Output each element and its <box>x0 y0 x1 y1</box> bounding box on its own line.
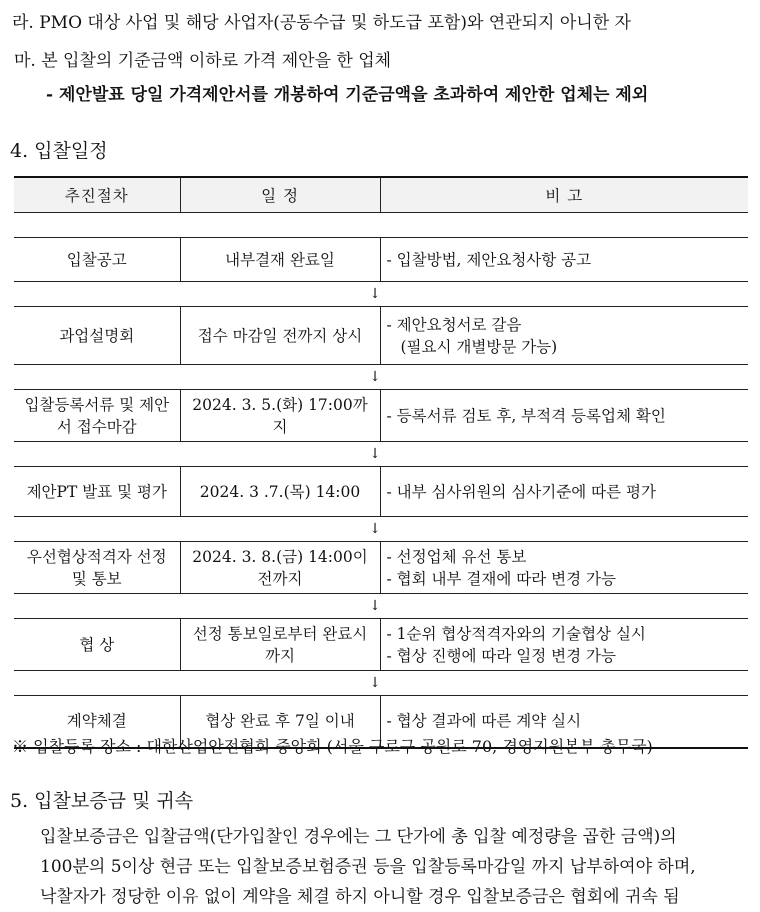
section-5-title: 5. 입찰보증금 및 귀속 <box>10 790 194 812</box>
schedule-row <box>14 390 748 442</box>
step-name: 입찰등록서류 및 제안서 접수마감 <box>14 390 180 442</box>
header-remarks: 비 고 <box>380 177 748 213</box>
header-schedule: 일 정 <box>180 177 380 213</box>
schedule-table <box>14 176 748 749</box>
schedule-row <box>14 467 748 517</box>
step-name: 계약체결 <box>14 696 180 748</box>
intro-line-exclusion: - 제안발표 당일 가격제안서를 개봉하여 기준금액을 초과하여 제안한 업체는 제외 <box>46 85 649 105</box>
step-notes: - 등록서류 검토 후, 부적격 등록업체 확인 <box>380 390 748 442</box>
step-name: 우선협상적격자 선정 및 통보 <box>14 542 180 594</box>
step-date: 2024. 3. 8.(금) 14:00이전까지 <box>180 542 380 594</box>
arrow-down-icon: ↓ <box>369 446 381 462</box>
registration-location-note: ※ 입찰등록 장소 : 대한산업안전협회 중앙회 (서울 구로구 공원로 70, 경영지원본부 총무국) <box>12 737 653 756</box>
step-date: 내부결재 완료일 <box>180 238 380 282</box>
arrow-down-icon: ↓ <box>369 369 381 385</box>
step-date: 선정 통보일로부터 완료시 까지 <box>180 619 380 671</box>
step-date: 2024. 3. 5.(화) 17:00까지 <box>180 390 380 442</box>
step-date: 접수 마감일 전까지 상시 <box>180 307 380 365</box>
section-5-line: 입찰보증금은 입찰금액(단가입찰인 경우에는 그 단가에 총 입찰 예정량을 곱한 금액)의 <box>40 827 677 847</box>
step-date: 협상 완료 후 7일 이내 <box>180 696 380 748</box>
step-notes: - 1순위 협상적격자와의 기술협상 실시 - 협상 진행에 따라 일정 변경 가능 <box>380 619 748 671</box>
arrow-down-icon: ↓ <box>369 598 381 614</box>
step-notes: - 입찰방법, 제안요청사항 공고 <box>380 238 748 282</box>
arrow-down-icon: ↓ <box>369 675 381 691</box>
step-notes: - 협상 결과에 따른 계약 실시 <box>380 696 748 748</box>
step-name: 입찰공고 <box>14 238 180 282</box>
intro-line-ra: 라. PMO 대상 사업 및 해당 사업자(공동수급 및 하도급 포함)와 연관되지 아니한 자 <box>12 13 631 33</box>
schedule-row <box>14 619 748 671</box>
section-5-line: 낙찰자가 정당한 이유 없이 계약을 체결 하지 아니할 경우 입찰보증금은 협회에 귀속 됨 <box>40 887 680 907</box>
step-notes: - 선정업체 유선 통보 - 협회 내부 결재에 따라 변경 가능 <box>380 542 748 594</box>
schedule-row <box>14 238 748 282</box>
section-4-title: 4. 입찰일정 <box>10 140 108 162</box>
step-notes: - 제안요청서로 갈음 (필요시 개별방문 가능) <box>380 307 748 365</box>
schedule-row <box>14 542 748 594</box>
step-date: 2024. 3 .7.(목) 14:00 <box>180 467 380 517</box>
header-procedure: 추진절차 <box>14 177 180 213</box>
step-name: 협 상 <box>14 619 180 671</box>
arrow-down-icon: ↓ <box>369 286 381 302</box>
step-notes: - 내부 심사위원의 심사기준에 따른 평가 <box>380 467 748 517</box>
schedule-header-row <box>14 177 748 213</box>
arrow-down-icon: ↓ <box>369 521 381 537</box>
step-name: 제안PT 발표 및 평가 <box>14 467 180 517</box>
step-name: 과업설명회 <box>14 307 180 365</box>
schedule-row <box>14 307 748 365</box>
section-5-line: 100분의 5이상 현금 또는 입찰보증보험증권 등을 입찰등록마감일 까지 납부하여야 하며, <box>40 857 696 877</box>
intro-line-ma: 마. 본 입찰의 기준금액 이하로 가격 제안을 한 업체 <box>14 51 392 71</box>
